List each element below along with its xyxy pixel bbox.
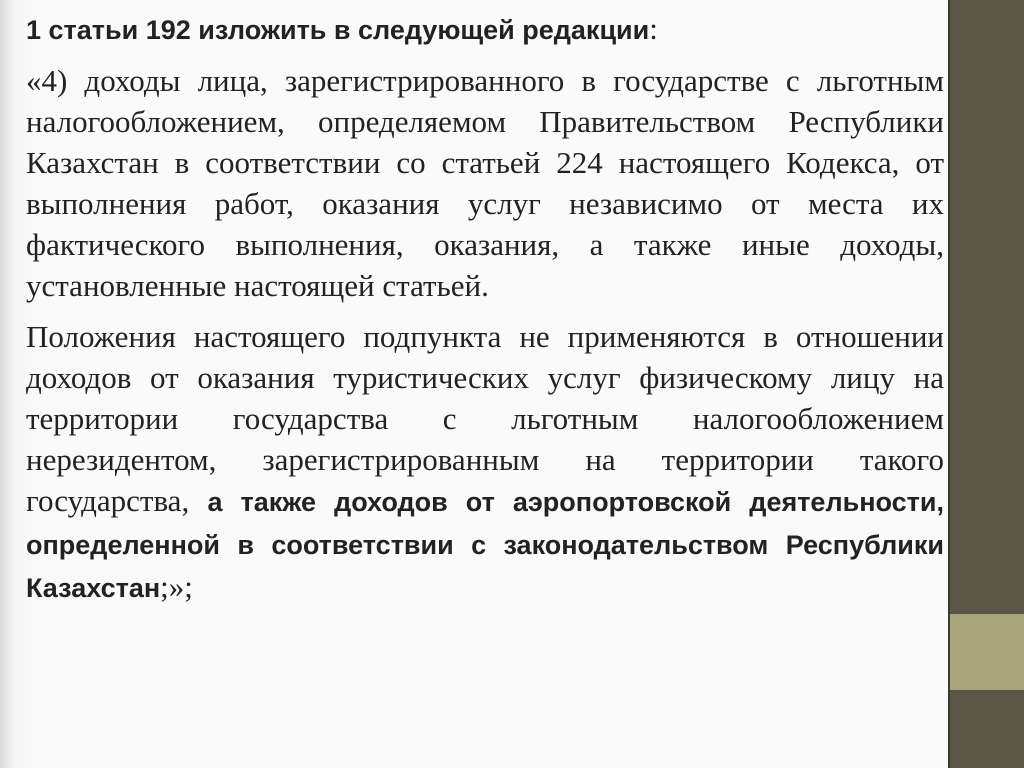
provisions-regular-text: Положения настоящего подпункта не применяются в отношении доходов от оказания туристических услуг физическому лицу на территории государства с льготным налогообложением нерезидентом, зарегистрированным на территории такого государства, (26, 319, 944, 518)
decorative-side-accent (950, 614, 1024, 690)
provisions-ending: ;»; (160, 569, 193, 604)
slide-content (26, 8, 944, 609)
amendment-heading-bold: 1 статьи 192 изложить в следующей редакции (26, 15, 650, 45)
amendment-heading-colon: : (649, 11, 658, 46)
provisions-bold-text: а также доходов от аэропортовской деятельности, определенной в соответствии с законодательством Республики Казахстан (26, 487, 944, 603)
provisions-paragraph (26, 316, 944, 609)
amendment-heading (26, 8, 944, 51)
income-paragraph: «4) доходы лица, зарегистрированного в государстве с льготным налогообложением, определяемом Правительством Республики Казахстан в соответствии со статьей 224 настоящего Кодекса, от выполнения работ, оказания услуг независимо от места их фактического выполнения, оказания, а также иные доходы, установленные настоящей статьей. (26, 63, 944, 303)
